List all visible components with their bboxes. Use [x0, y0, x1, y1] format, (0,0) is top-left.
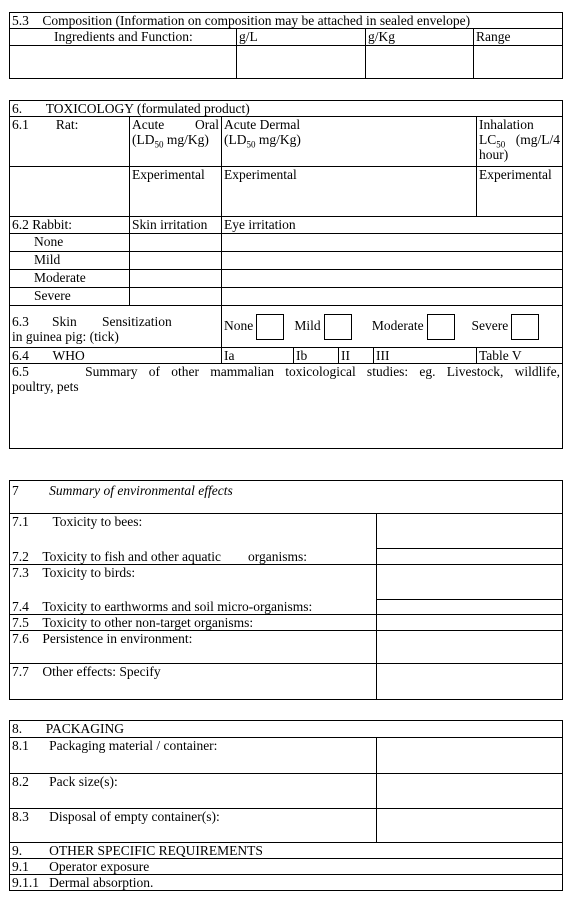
env-earthworms-field[interactable] [377, 599, 563, 615]
level-none: None [10, 234, 130, 252]
ingredients-header: Ingredients and Function: [10, 29, 237, 46]
sens-moderate-checkbox[interactable] [427, 314, 455, 340]
oral-experimental[interactable]: Experimental [130, 167, 222, 217]
acute-dermal-header: Acute Dermal ($LD_{50}$ mg/Kg) [222, 117, 477, 167]
dermal-absorption: 9.1.1 Dermal absorption. [10, 875, 563, 891]
operator-exposure: 9.1 Operator exposure [10, 859, 563, 875]
who-ia[interactable]: Ia [222, 348, 294, 364]
env-row-fish: 7.2 Toxicity to fish and other aquatic organisms: [10, 549, 377, 565]
gkg-field[interactable] [366, 46, 474, 79]
pack-size-label: 8.2 Pack size(s): [10, 774, 377, 809]
env-other-field[interactable] [377, 664, 563, 700]
eye-none-field[interactable] [222, 234, 563, 252]
env-nontarget-field[interactable] [377, 615, 563, 631]
toxicology-header: 6. TOXICOLOGY (formulated product) [10, 101, 563, 117]
level-moderate: Moderate [10, 270, 130, 288]
env-row-persistence: 7.6 Persistence in environment: [10, 631, 377, 664]
inhalation-header: Inhalation $LC_{50}$ (mg/L/4 hour) [477, 117, 563, 167]
sens-none-label: None [224, 318, 254, 334]
gkg-header: g/Kg [366, 29, 474, 46]
env-row-nontarget: 7.5 Toxicity to other non-target organisms: [10, 615, 377, 631]
pack-material-label: 8.1 Packaging material / container: [10, 738, 377, 774]
other-mammalian-summary[interactable]: 6.5 Summary of other mammalian toxicological studies: eg. Livestock, wildlife, poultry, pets [10, 364, 563, 449]
pack-size-field[interactable] [377, 774, 563, 809]
composition-header: 5.3 Composition (Information on composition may be attached in sealed envelope) [10, 13, 563, 29]
rat-blank [10, 167, 130, 217]
range-field[interactable] [474, 46, 563, 79]
who-iii[interactable]: III [374, 348, 477, 364]
skin-mild-field[interactable] [130, 252, 222, 270]
composition-table [9, 12, 563, 79]
eye-mild-field[interactable] [222, 252, 563, 270]
sens-severe-checkbox[interactable] [511, 314, 539, 340]
sens-none-checkbox[interactable] [256, 314, 284, 340]
sens-mild-checkbox[interactable] [324, 314, 352, 340]
env-bees-field[interactable] [377, 514, 563, 549]
env-fish-field[interactable] [377, 549, 563, 565]
who-ib[interactable]: Ib [294, 348, 339, 364]
env-birds-field[interactable] [377, 564, 563, 599]
acute-oral-header: Acute Oral ($LD_{50}$ mg/Kg) [130, 117, 222, 167]
level-mild: Mild [10, 252, 130, 270]
other-requirements-header: 9. OTHER SPECIFIC REQUIREMENTS [10, 843, 563, 859]
gl-field[interactable] [237, 46, 366, 79]
eye-moderate-field[interactable] [222, 270, 563, 288]
skin-irritation-header: Skin irritation [130, 217, 222, 234]
environment-header: 7 Summary of environmental effects [10, 481, 563, 514]
pack-disposal-label: 8.3 Disposal of empty container(s): [10, 809, 377, 843]
env-row-bees: 7.1 Toxicity to bees: [10, 514, 377, 549]
env-persistence-field[interactable] [377, 631, 563, 664]
env-row-other: 7.7 Other effects: Specify [10, 664, 377, 700]
skin-severe-field[interactable] [130, 288, 222, 306]
who-table-v[interactable]: Table V [477, 348, 563, 364]
range-header: Range [474, 29, 563, 46]
gl-header: g/L [237, 29, 366, 46]
level-severe: Severe [10, 288, 130, 306]
skin-moderate-field[interactable] [130, 270, 222, 288]
toxicology-table [9, 100, 563, 449]
packaging-table [9, 720, 563, 891]
eye-severe-field[interactable] [222, 288, 563, 306]
sens-mild-label: Mild [294, 318, 321, 334]
sensitization-label: 6.3 Skin Sensitization in guinea pig: (tick) [10, 306, 222, 348]
env-row-birds: 7.3 Toxicity to birds: [10, 564, 377, 599]
rabbit-label: 6.2 Rabbit: [10, 217, 130, 234]
inhal-experimental[interactable]: Experimental [477, 167, 563, 217]
sens-moderate-label: Moderate [371, 318, 424, 334]
sensitization-options [222, 306, 563, 348]
pack-disposal-field[interactable] [377, 809, 563, 843]
who-ii[interactable]: II [339, 348, 374, 364]
sens-severe-label: Severe [471, 318, 509, 334]
who-label: 6.4 WHO [10, 348, 222, 364]
environment-table [9, 480, 563, 700]
dermal-experimental[interactable]: Experimental [222, 167, 477, 217]
skin-none-field[interactable] [130, 234, 222, 252]
ingredients-field[interactable] [10, 46, 237, 79]
env-row-earthworms: 7.4 Toxicity to earthworms and soil micro-organisms: [10, 599, 377, 615]
rat-label: 6.1 Rat: [10, 117, 130, 167]
eye-irritation-header: Eye irritation [222, 217, 563, 234]
packaging-header: 8. PACKAGING [10, 721, 563, 738]
pack-material-field[interactable] [377, 738, 563, 774]
